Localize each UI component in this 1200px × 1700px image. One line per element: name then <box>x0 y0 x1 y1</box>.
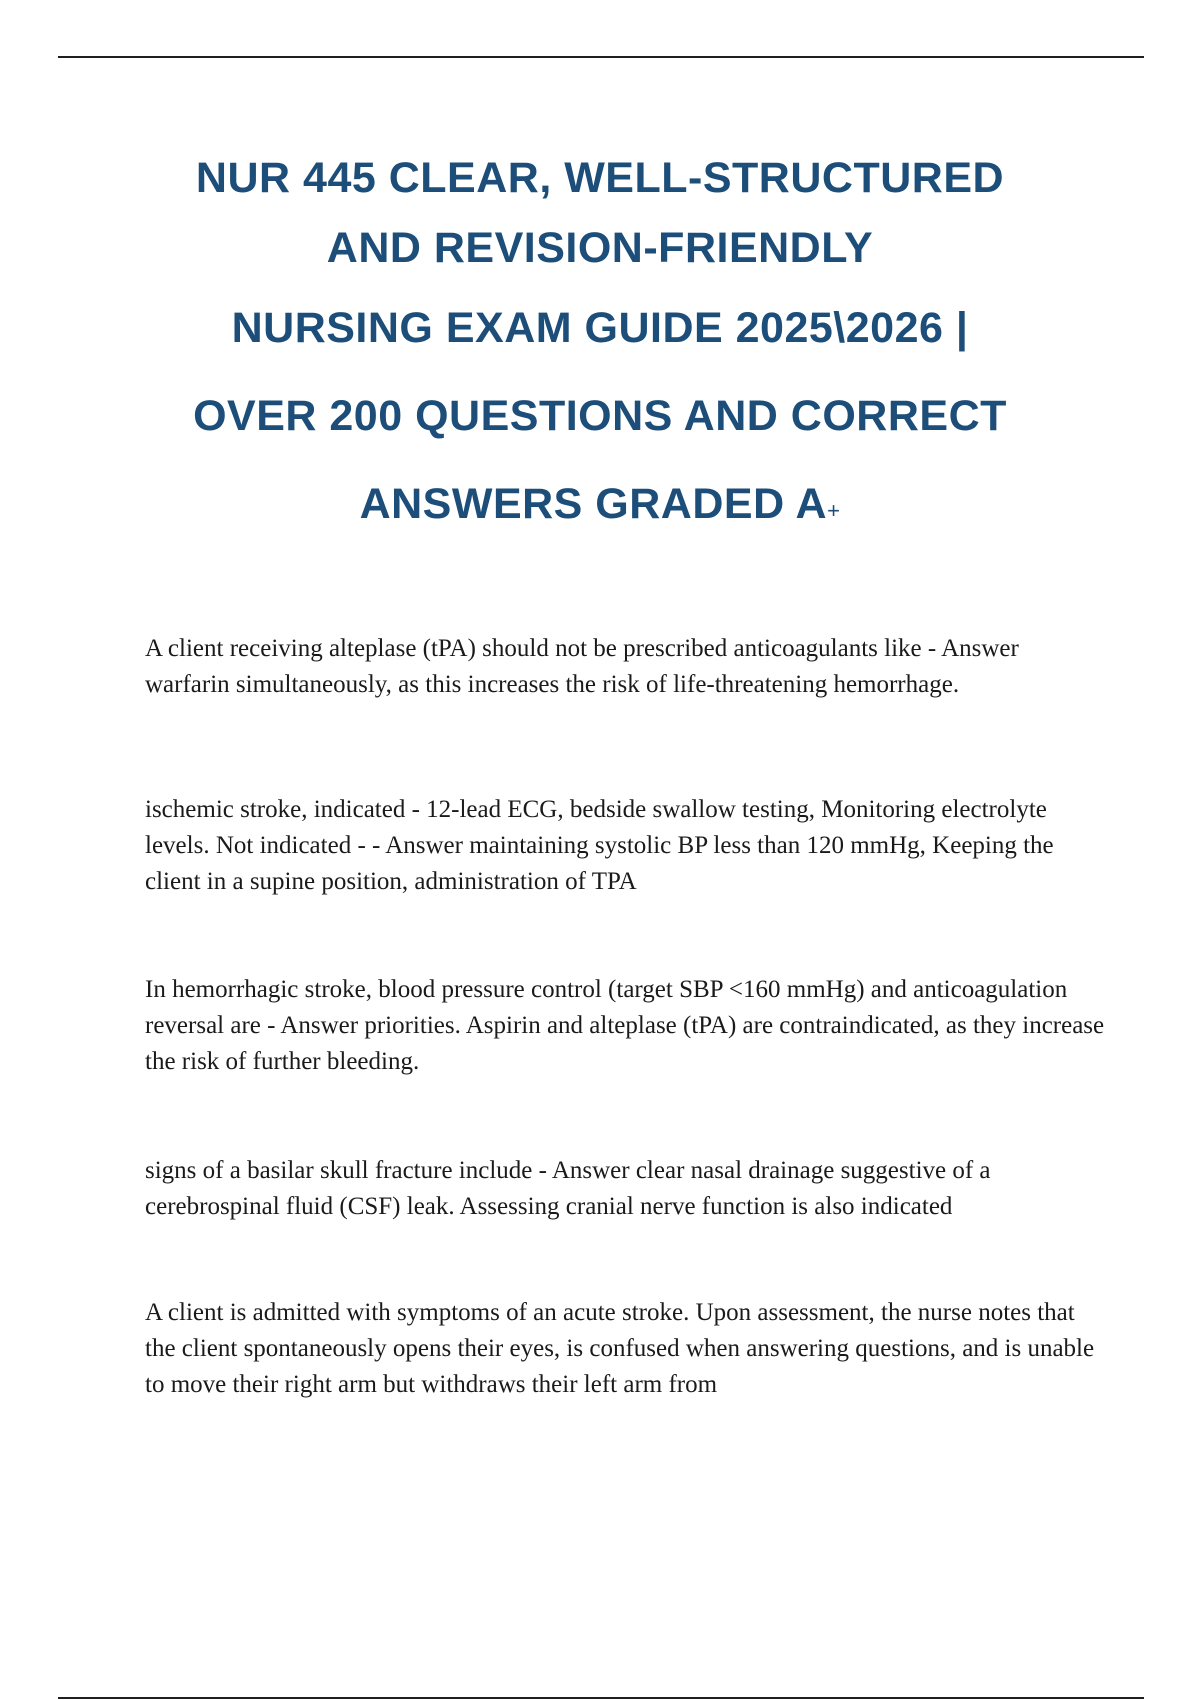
qa-entry-5: A client is admitted with symptoms of an acute stroke. Upon assessment, the nurse notes that the client spontaneously opens their eyes, is confused when answering questions, and is unable to move their right arm but withdraws their left arm from <box>145 1299 1095 1398</box>
title-line-4: OVER 200 QUESTIONS AND CORRECT <box>193 392 1007 440</box>
title-line-2: AND REVISION-FRIENDLY <box>326 224 874 272</box>
title-line-5-text: ANSWERS GRADED A <box>359 480 828 528</box>
qa-entry-3: In hemorrhagic stroke, blood pressure control (target SBP <160 mmHg) and anticoagulation reversal are - Answer priorities. Aspirin and alteplase (tPA) are contraindicated, as they increase the risk of further bleeding. <box>145 976 1105 1075</box>
title-line-1: NUR 445 CLEAR, WELL-STRUCTURED <box>195 154 1005 202</box>
document-title <box>100 148 1100 544</box>
bottom-divider <box>58 1697 1144 1699</box>
qa-entry-4: signs of a basilar skull fracture include - Answer clear nasal drainage suggestive of a cerebrospinal fluid (CSF) leak. Assessing cranial nerve function is also indicated <box>145 1157 991 1220</box>
qa-entry-2: ischemic stroke, indicated - 12-lead ECG, bedside swallow testing, Monitoring electrolyte levels. Not indicated - - Answer maintaining systolic BP less than 120 mmHg, Keeping the client in a supine position, administration of TPA <box>145 796 1054 895</box>
title-grade-suffix: + <box>827 498 841 523</box>
qa-entry-1: A client receiving alteplase (tPA) should not be prescribed anticoagulants like - Answer warfarin simultaneously, as this increases the risk of life-threatening hemorrhage. <box>145 635 1019 698</box>
title-line-5 <box>100 474 1100 544</box>
top-divider <box>58 56 1144 58</box>
title-line-3: NURSING EXAM GUIDE 2025\2026 | <box>231 304 969 352</box>
